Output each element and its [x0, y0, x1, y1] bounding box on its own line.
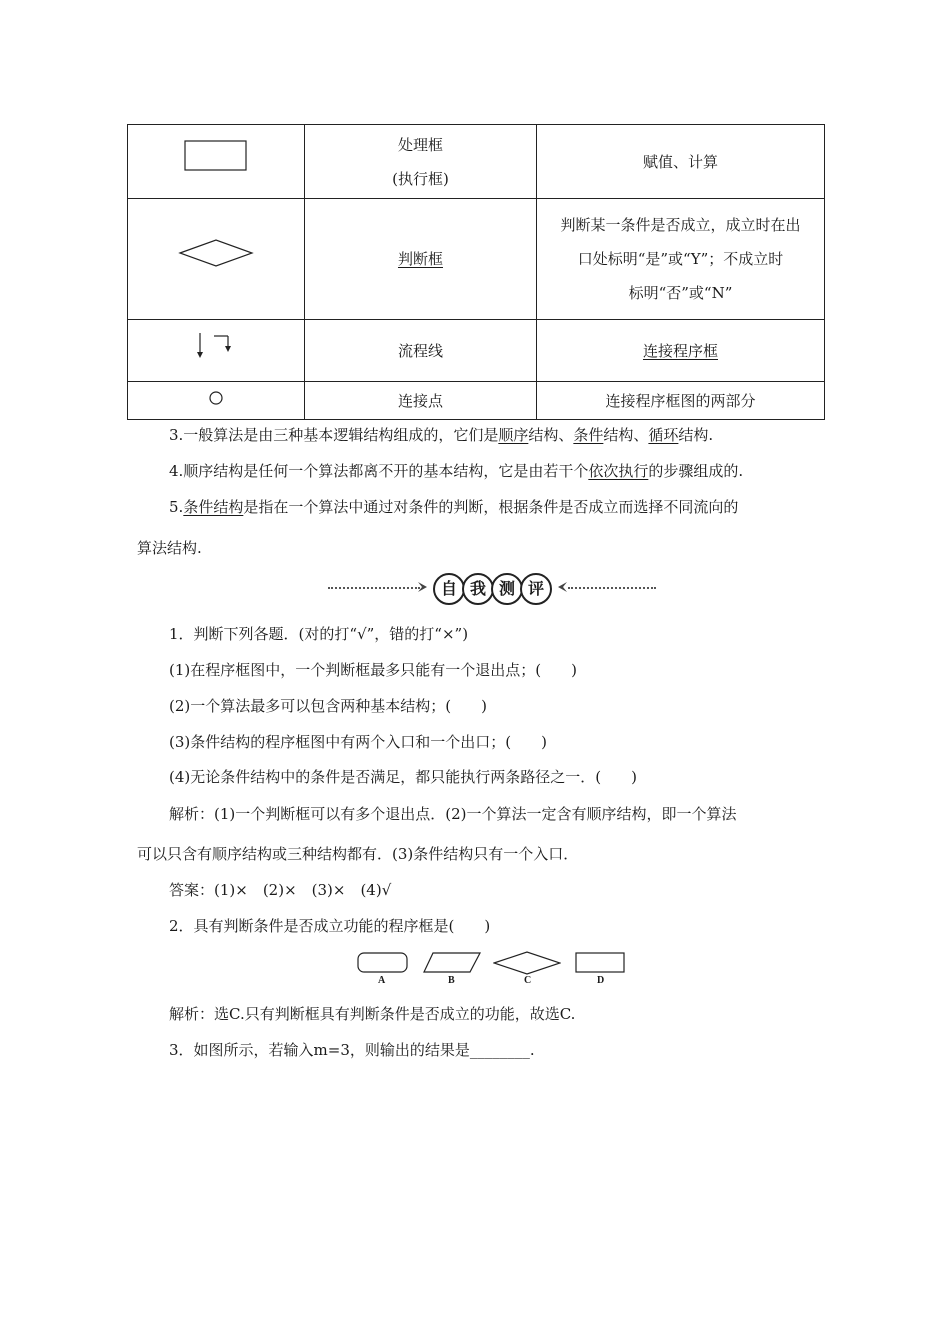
connector-function: 连接程序框图的两部分	[537, 382, 825, 420]
q1-title: 1．判断下列各题．(对的打“√”，错的打“×”)	[169, 625, 469, 643]
flow-line-symbol	[128, 320, 305, 382]
process-box-alt-name: (执行框)	[392, 169, 449, 188]
option-d-rect-icon	[575, 952, 625, 974]
option-c-diamond-icon	[493, 951, 561, 975]
decision-box-symbol	[128, 199, 305, 320]
banner-arrow-left-icon	[418, 580, 432, 594]
flow-line-function: 连接程序框	[642, 341, 718, 360]
banner-char-1: 自	[433, 573, 465, 605]
point-3: 3.一般算法是由三种基本逻辑结构组成的，它们是顺序结构、条件结构、循环结构.	[169, 426, 714, 444]
process-box-symbol	[128, 125, 305, 199]
decision-box-function-line1: 判断某一条件是否成立，成立时在出	[560, 216, 801, 234]
q1-item-3: (3)条件结构的程序框图中有两个入口和一个出口；( )	[169, 733, 547, 751]
banner-arrow-right-icon	[553, 580, 567, 594]
banner-char-4: 评	[520, 573, 552, 605]
q3-title: 3．如图所示，若输入m=3，则输出的结果是________.	[169, 1041, 535, 1059]
option-d-label: D	[597, 975, 605, 986]
q2-explanation: 解析：选C.只有判断框具有判断条件是否成立的功能，故选C.	[169, 1005, 576, 1023]
q1-item-2: (2)一个算法最多可以包含两种基本结构；( )	[169, 697, 487, 715]
point-5: 5.条件结构是指在一个算法中通过对条件的判断，根据条件是否成立而选择不同流向的	[169, 498, 739, 516]
connector-name: 连接点	[305, 382, 537, 420]
decision-box-function-line2: 口处标明“是”或“Y”；不成立时	[577, 250, 784, 268]
point-5-continued: 算法结构.	[137, 539, 202, 557]
option-b-parallelogram-icon	[423, 952, 481, 974]
q1-explanation-line2: 可以只含有顺序结构或三种结构都有．(3)条件结构只有一个入口．	[137, 845, 579, 863]
option-a-rounded-rect-icon	[357, 952, 409, 974]
option-c-label: C	[524, 975, 532, 986]
process-box-function: 赋值、计算	[537, 125, 825, 199]
q1-item-1: (1)在程序框图中，一个判断框最多只能有一个退出点；( )	[169, 661, 577, 679]
point-4: 4.顺序结构是任何一个算法都离不开的基本结构，它是由若干个依次执行的步骤组成的.	[169, 462, 744, 480]
banner-dotted-line-right	[568, 587, 656, 589]
q1-item-4: (4)无论条件结构中的条件是否满足，都只能执行两条路径之一．( )	[169, 768, 637, 786]
flow-line-name: 流程线	[305, 320, 537, 382]
q1-answer: 答案：(1)× (2)× (3)× (4)√	[169, 881, 392, 899]
q1-explanation-line1: 解析：(1)一个判断框可以有多个退出点．(2)一个算法一定含有顺序结构，即一个算法	[169, 805, 737, 823]
option-b-label: B	[448, 975, 455, 986]
option-a-label: A	[378, 975, 386, 986]
decision-box-function-line3: 标明“否”或“N”	[628, 284, 733, 302]
banner-char-3: 测	[491, 573, 523, 605]
process-box-name: 处理框	[397, 135, 443, 154]
connector-symbol	[128, 382, 305, 420]
q2-title: 2．具有判断条件是否成立功能的程序框是( )	[169, 917, 491, 935]
banner-char-2: 我	[462, 573, 494, 605]
banner-dotted-line-left	[328, 587, 420, 589]
decision-box-name: 判断框	[397, 250, 443, 268]
flowchart-symbol-table	[127, 124, 825, 420]
